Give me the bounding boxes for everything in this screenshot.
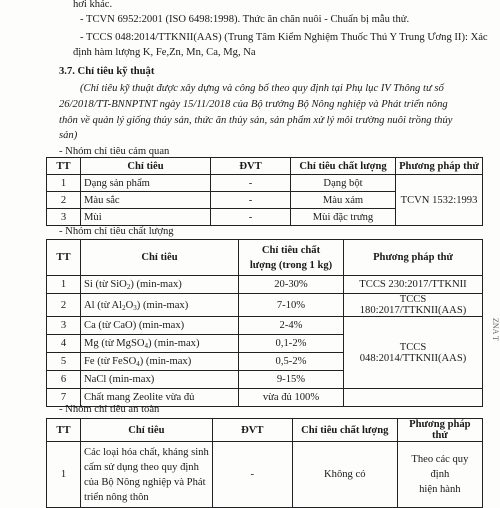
table-cell: 2-4% xyxy=(239,317,344,335)
table-cell: NaCl (min-max) xyxy=(81,371,239,389)
group-title: - Nhóm chỉ tiêu an toàn xyxy=(59,404,160,415)
table-cell: 3 xyxy=(47,317,81,335)
col-header: Phương pháp thử xyxy=(397,419,482,442)
col-header: TT xyxy=(47,158,81,175)
col-header: Phương pháp thử xyxy=(396,158,483,175)
table-cell: 0,1-2% xyxy=(239,335,344,353)
table-cell: Mùi xyxy=(81,209,211,226)
top-fragment: hơi khác. xyxy=(73,0,113,10)
method-cell: TCVN 1532:1993 xyxy=(396,175,483,226)
table-cell: 1 xyxy=(47,276,81,294)
table-cell: 4 xyxy=(47,335,81,353)
table-cell: 6 xyxy=(47,371,81,389)
table-cell: Mg (từ MgSO$_4$) (min-max) xyxy=(81,335,239,353)
table-cell: Không có xyxy=(292,442,397,508)
table-cell: - xyxy=(211,192,291,209)
col-header: Phương pháp thử xyxy=(344,240,483,276)
table-cell: 5 xyxy=(47,353,81,371)
note-line: sản) xyxy=(59,130,78,141)
table-cell: 0,5-2% xyxy=(239,353,344,371)
table-cell: 2 xyxy=(47,192,81,209)
col-header: Chỉ tiêu xyxy=(81,240,239,276)
table-row xyxy=(47,294,483,317)
safety-table xyxy=(46,418,483,508)
table-cell: 1 xyxy=(47,175,81,192)
method-cell: TCCS 230:2017/TTKNII xyxy=(344,276,483,294)
table-row xyxy=(47,442,483,508)
table-cell: - xyxy=(211,175,291,192)
col-header: ĐVT xyxy=(211,158,291,175)
table-cell: Dạng sản phẩm xyxy=(81,175,211,192)
table-cell: 7-10% xyxy=(239,294,344,317)
col-header: TT xyxy=(47,419,81,442)
table-cell: 2 xyxy=(47,294,81,317)
sensory-table xyxy=(46,157,483,226)
margin-stamp-fragment: ZNA T xyxy=(491,318,500,341)
section-title: 3.7. Chỉ tiêu kỹ thuật xyxy=(59,66,155,77)
table-cell: - xyxy=(211,209,291,226)
table-cell: Si (từ SiO$_2$) (min-max) xyxy=(81,276,239,294)
table-row xyxy=(47,175,483,192)
table-row xyxy=(47,317,483,335)
method-cell: TCCS 180:2017/TTKNII(AAS) xyxy=(344,294,483,317)
group-title: - Nhóm chỉ tiêu chất lượng xyxy=(59,226,174,237)
note-line: (Chỉ tiêu kỹ thuật được xây dựng và công bố theo quy định tại Phụ lục IV Thông tư số xyxy=(80,83,444,94)
col-header: ĐVT xyxy=(212,419,292,442)
reference-line: định hàm lượng K, Fe,Zn, Mn, Ca, Mg, Na xyxy=(73,47,256,58)
table-cell: Fe (từ FeSO$_4$) (min-max) xyxy=(81,353,239,371)
method-cell: TCCS 048:2014/TTKNII(AAS) xyxy=(344,317,483,389)
group-title: - Nhóm chỉ tiêu cảm quan xyxy=(59,146,170,157)
note-line: thôn về quản lý giống thủy sản, thức ăn thủy sản, sản phẩm xử lý môi trường nuôi trồng thủy xyxy=(59,115,453,126)
table-cell: Màu sắc xyxy=(81,192,211,209)
table-cell: Chất mang Zeolite vừa đủ xyxy=(81,389,239,407)
col-header xyxy=(239,240,344,276)
quality-table xyxy=(46,239,483,407)
header-line: Chỉ tiêu chất xyxy=(261,244,321,256)
table-cell: 7 xyxy=(47,389,81,407)
col-header: Chỉ tiêu xyxy=(81,419,213,442)
table-cell: Al (từ $Al_2O_3$) (min-max) xyxy=(81,294,239,317)
table-cell: 3 xyxy=(47,209,81,226)
table-row xyxy=(47,276,483,294)
table-cell xyxy=(344,389,483,407)
note-line: 26/2018/TT-BNNPTNT ngày 15/11/2018 của Bộ trưởng Bộ Nông nghiệp và Phát triển nông xyxy=(59,99,448,110)
table-cell: Dạng bột xyxy=(291,175,396,192)
header-line: lượng (trong 1 kg) xyxy=(249,259,333,271)
table-cell: Các loại hóa chất, kháng sinh cấm sử dụng theo quy định của Bộ Nông nghiệp và Phát triển nông thôn xyxy=(81,442,213,508)
table-cell: Ca (từ CaO) (min-max) xyxy=(81,317,239,335)
col-header: Chỉ tiêu xyxy=(81,158,211,175)
table-cell: 1 xyxy=(47,442,81,508)
table-cell: Màu xám xyxy=(291,192,396,209)
reference-line: - TCCS 048:2014/TTKNII(AAS) (Trung Tâm Kiểm Nghiệm Thuốc Thú Y Trung Ương II): Xác xyxy=(80,32,488,43)
col-header: Chỉ tiêu chất lượng xyxy=(292,419,397,442)
table-cell: Mùi đặc trưng xyxy=(291,209,396,226)
table-cell: - xyxy=(212,442,292,508)
col-header: Chỉ tiêu chất lượng xyxy=(291,158,396,175)
table-cell: 20-30% xyxy=(239,276,344,294)
table-cell: Theo các quy định hiện hành xyxy=(397,442,482,508)
col-header: TT xyxy=(47,240,81,276)
reference-line: - TCVN 6952:2001 (ISO 6498:1998). Thức ăn chăn nuôi - Chuẩn bị mẫu thử. xyxy=(80,14,410,25)
table-cell: vừa đủ 100% xyxy=(239,389,344,407)
table-cell: 9-15% xyxy=(239,371,344,389)
